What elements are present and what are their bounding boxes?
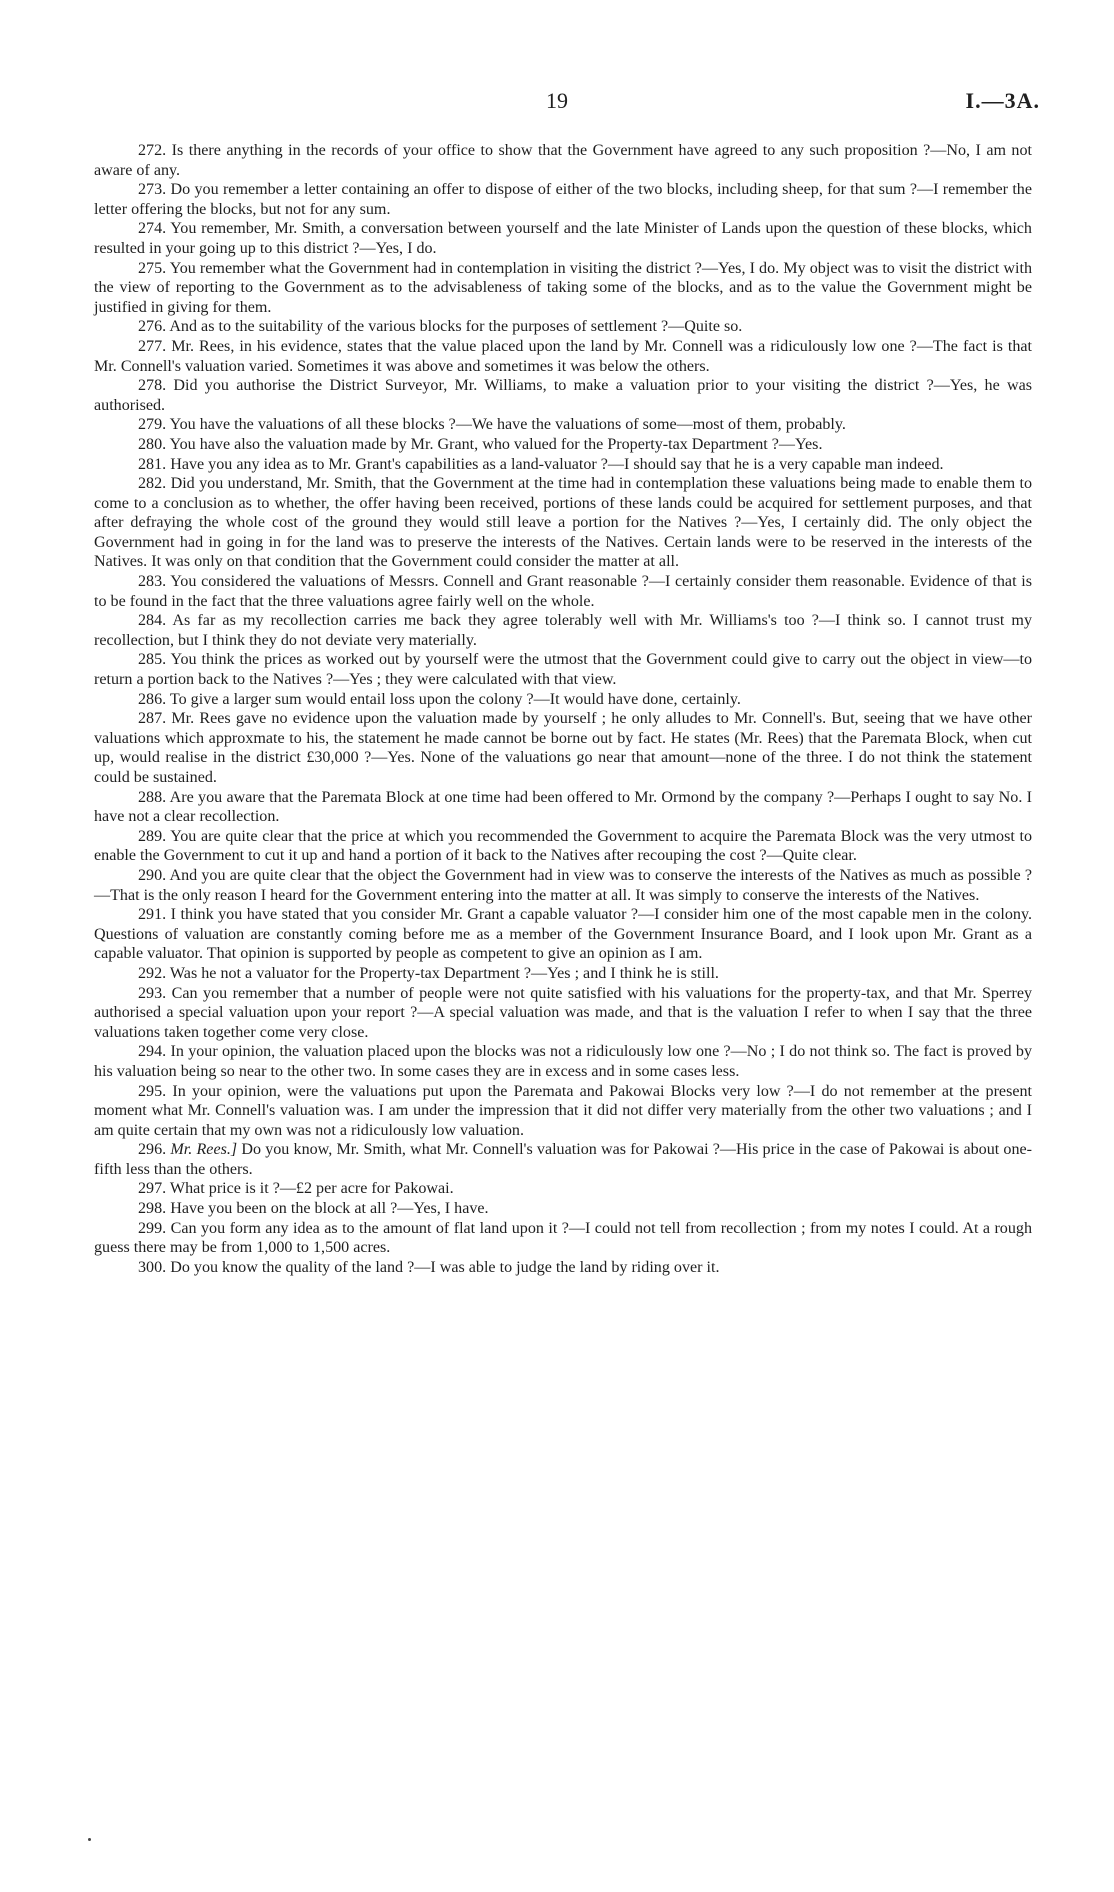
paragraph-text: And you are quite clear that the object the Government had in view was to conserve the interests of the Natives as much as possible ?—That is the only reason I heard for the Government entering into the matter at all. It was simply to conserve the interests of the Natives. [94,866,1032,904]
paragraph-text: You considered the valuations of Messrs. Connell and Grant reasonable ?—I certainly consider them reasonable. Evidence of that is to be found in the fact that the three valuations agree fairly well on the whole. [94,573,1032,610]
question-number: 283. [138,573,167,591]
paragraph-text: Mr. Rees, in his evidence, states that the value placed upon the land by Mr. Connell was a ridiculously low one ?—The fact is that Mr. Connell's valuation varied. Sometimes it was above and sometimes it was below the others. [94,337,1032,375]
question-number: 291. [138,906,167,924]
paragraph-text: Do you know the quality of the land ?—I was able to judge the land by riding over it. [170,1258,720,1276]
question-number: 288. [138,788,167,806]
paragraph-text: You remember, Mr. Smith, a conversation between yourself and the late Minister of Lands upon the question of these blocks, which resulted in your going up to this district ?—Yes, I do. [94,220,1032,257]
paragraph-text: Can you remember that a number of people were not quite satisfied with his valuations for the property-tax, and that Mr. Sperrey authorised a special valuation upon your report ?—A special valuation was made, and that is the valuation I refer to when I say that the three valuations taken together come very close. [94,984,1033,1041]
testimony-paragraph [94,259,1032,318]
testimony-paragraph [94,180,1032,219]
stray-mark [88,1838,91,1841]
testimony-paragraph [94,219,1032,258]
testimony-paragraph [94,376,1032,415]
question-number: 292. [138,964,167,982]
testimony-paragraph [94,984,1032,1043]
document-reference: I.—3A. [965,88,1040,113]
paragraph-text: You have also the valuation made by Mr. Grant, who valued for the Property-tax Department ?—Yes. [169,435,823,453]
paragraph-text: You have the valuations of all these blocks ?—We have the valuations of some—most of them, probably. [169,416,846,434]
paragraph-text: In your opinion, were the valuations put upon the Paremata and Pakowai Blocks very low ?—I do not remember at the present moment what Mr. Connell's valuation was. I am under the impression that it did not differ very materially from the other two valuations ; and I am quite certain that my own was not a ridiculously low valuation. [94,1082,1032,1139]
question-number: 274. [138,220,167,238]
question-number: 286. [138,690,167,708]
testimony-paragraph [94,317,1032,337]
testimony-paragraph [94,964,1032,984]
testimony-paragraph [94,1082,1032,1141]
page-header [0,88,1114,118]
testimony-paragraph [94,1179,1032,1199]
question-number: 297. [138,1180,167,1198]
page-number: 19 [546,88,568,113]
testimony-paragraph [94,1042,1032,1081]
question-number: 294. [138,1043,167,1061]
testimony-paragraph [94,474,1032,572]
paragraph-text: Mr. Rees gave no evidence upon the valuation made by yourself ; he only alludes to Mr. Connell's. But, seeing that we have other valuations which approxmate to his, the statement he made cannot be borne out by fact. He states (Mr. Rees) that the Paremata Block, when cut up, would realise in the district £30,000 ?—Yes. None of the valuations go near that amount—none of the three. I do not think the statement could be sustained. [94,710,1032,786]
testimony-paragraph [94,827,1032,866]
testimony-paragraph [94,435,1032,455]
testimony-paragraph [94,415,1032,435]
paragraph-text: What price is it ?—£2 per acre for Pakowai. [169,1180,454,1198]
paragraph-text: To give a larger sum would entail loss upon the colony ?—It would have done, certainly. [169,690,741,708]
question-number: 278. [138,377,167,395]
paragraph-text: Was he not a valuator for the Property-tax Department ?—Yes ; and I think he is still. [169,964,719,982]
paragraph-text: You remember what the Government had in contemplation in visiting the district ?—Yes, I do. My object was to visit the district with the view of reporting to the Government as to the advisableness of taking some of the blocks, and as to the value the Government might be justified in giving for them. [94,259,1032,316]
testimony-paragraph [94,141,1032,180]
question-number: 273. [138,181,167,199]
paragraph-text: Have you any idea as to Mr. Grant's capabilities as a land-valuator ?—I should say that he is a very capable man indeed. [170,455,944,473]
testimony-paragraph [94,650,1032,689]
paragraph-text: Are you aware that the Paremata Block at one time had been offered to Mr. Ormond by the company ?—Perhaps I ought to say No. I have not a clear recollection. [94,788,1032,826]
question-number: 275. [138,259,167,277]
testimony-paragraph [94,905,1032,964]
testimony-paragraph [94,866,1032,905]
paragraph-text: You think the prices as worked out by yourself were the utmost that the Government could give to carry out the object in view—to return a portion back to the Natives ?—Yes ; they were calculated with that view. [94,651,1032,689]
question-number: 298. [138,1200,167,1218]
testimony-paragraph [94,611,1032,650]
question-number: 277. [138,337,167,355]
question-number: 289. [138,827,167,845]
question-number: 285. [138,651,167,669]
question-number: 280. [138,435,167,453]
question-number: 284. [138,612,167,630]
paragraph-text: You are quite clear that the price at which you recommended the Government to acquire the Paremata Block was the very utmost to enable the Government to cut it up and hand a portion of it back to the Natives after recouping the cost ?—Quite clear. [94,827,1032,865]
testimony-paragraph [94,572,1032,611]
question-number: 299. [138,1219,167,1237]
testimony-paragraph [94,337,1032,376]
speaker-label: Mr. Rees.] [170,1141,238,1159]
testimony-paragraph [94,788,1032,827]
testimony-paragraph [94,690,1032,710]
paragraph-text: Did you understand, Mr. Smith, that the Government at the time had in contemplation these valuations being made to enable them to come to a conclusion as to whether, the offer having been received, portions of these lands could be acquired for settlement purposes, and that after defraying the whole cost of the ground they would still leave a portion for the Natives ?—Yes, I certainly did. The only object the Government had in going in for the land was to preserve the interests of the Natives. Certain lands were to be reserved in the interests of the Natives. It was only on that condition that the Government could consider the matter at all. [94,475,1032,571]
paragraph-text: As far as my recollection carries me back they agree tolerably well with Mr. Williams's too ?—I think so. I cannot trust my recollection, but I think they do not deviate very materially. [94,612,1032,649]
paragraph-text: In your opinion, the valuation placed upon the blocks was not a ridiculously low one ?—No ; I do not think so. The fact is proved by his valuation being so near to the other two. In some cases they are in excess and in some cases less. [94,1043,1032,1080]
paragraph-text: And as to the suitability of the various blocks for the purposes of settlement ?—Quite so. [169,318,743,336]
paragraph-text: Have you been on the block at all ?—Yes, I have. [170,1200,489,1218]
document-body [94,141,1032,1277]
testimony-paragraph [94,1199,1032,1219]
testimony-paragraph [94,709,1032,787]
question-number: 281. [138,455,167,473]
question-number: 296. [138,1141,167,1159]
paragraph-text: Did you authorise the District Surveyor, Mr. Williams, to make a valuation prior to your visiting the district ?—Yes, he was authorised. [94,377,1032,414]
testimony-paragraph [94,1258,1032,1278]
question-number: 287. [138,710,167,728]
question-number: 293. [138,984,167,1002]
question-number: 282. [138,475,167,493]
question-number: 272. [138,142,167,159]
paragraph-text: Can you form any idea as to the amount of flat land upon it ?—I could not tell from recollection ; from my notes I could. At a rough guess there may be from 1,000 to 1,500 acres. [94,1219,1032,1257]
testimony-paragraph [94,1219,1032,1258]
question-number: 276. [138,318,167,336]
paragraph-text: Do you remember a letter containing an offer to dispose of either of the two blocks, including sheep, for that sum ?—I remember the letter offering the blocks, but not for any sum. [94,181,1032,218]
question-number: 290. [138,866,167,884]
paragraph-text: I think you have stated that you consider Mr. Grant a capable valuator ?—I consider him one of the most capable men in the colony. Questions of valuation are constantly coming before me as a member of the Government Insurance Board, and I look upon Mr. Grant as a capable valuator. That opinion is supported by people as competent to give an opinion as I am. [94,906,1032,963]
testimony-paragraph [94,1140,1032,1179]
paragraph-text: Do you know, Mr. Smith, what Mr. Connell's valuation was for Pakowai ?—His price in the case of Pakowai is about one-fifth less than the others. [94,1141,1032,1178]
question-number: 300. [138,1258,167,1276]
testimony-paragraph [94,455,1032,475]
paragraph-text: Is there anything in the records of your office to show that the Government have agreed to any such proposition ?—No, I am not aware of any. [94,142,1032,179]
question-number: 279. [138,416,167,434]
question-number: 295. [138,1082,167,1100]
